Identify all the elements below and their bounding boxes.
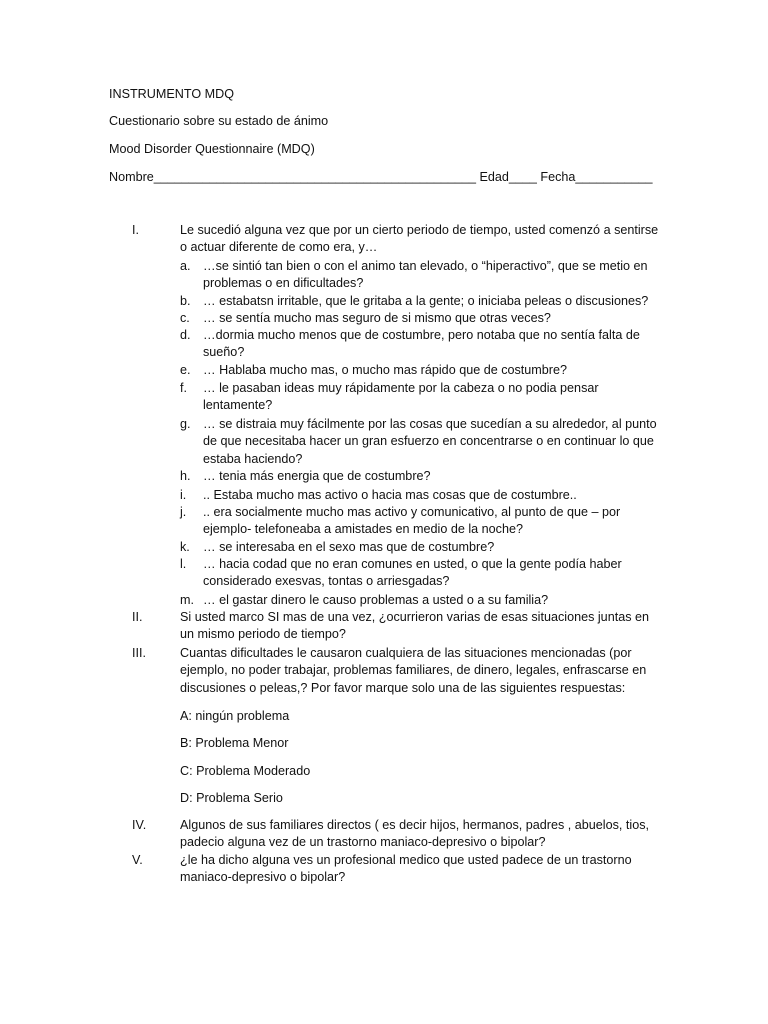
question-number: V. (132, 853, 143, 867)
question-number: IV. (132, 818, 147, 832)
item-text: … tenia más energia que de costumbre? (203, 469, 431, 483)
item-letter: g. (180, 417, 191, 431)
item-letter: m. (180, 593, 194, 607)
name-age-date-fields: Nombre______________________________________________ Edad____ Fecha___________ (109, 170, 653, 184)
item-letter: a. (180, 259, 191, 273)
item-text: …dormia mucho menos que de costumbre, pero notaba que no sentía falta de sueño? (203, 328, 640, 360)
item-letter: i. (180, 488, 187, 502)
question-text: Le sucedió alguna vez que por un cierto periodo de tiempo, usted comenzó a sentirse o actuar diferente de como era, y… (180, 223, 659, 255)
item-text: … hacia codad que no eran comunes en usted, o que la gente podía haber considerado exesvas, tontas o arriesgadas? (203, 557, 622, 589)
item-letter: k. (180, 540, 190, 554)
answer-option: A: ningún problema (180, 709, 290, 723)
item-letter: j. (180, 505, 187, 519)
question-text: Si usted marco SI mas de una vez, ¿ocurrieron varias de esas situaciones juntas en un mismo periodo de tiempo? (180, 610, 650, 642)
question-number: II. (132, 610, 143, 624)
question-text: Cuantas dificultades le causaron cualquiera de las situaciones mencionadas (por ejemplo, no poder trabajar, problemas familiares, de dinero, legales, enfrascarse en discusiones o peleas,? Por favor marque solo una de las siguientes respuestas: (180, 646, 647, 695)
item-text: … se interesaba en el sexo mas que de costumbre? (203, 540, 495, 554)
item-letter: c. (180, 311, 190, 325)
item-text: .. Estaba mucho mas activo o hacia mas cosas que de costumbre.. (203, 488, 577, 502)
document-title: INSTRUMENTO MDQ (109, 87, 235, 101)
item-text: … se sentía mucho mas seguro de si mismo que otras veces? (203, 311, 551, 325)
subtitle-spanish: Cuestionario sobre su estado de ánimo (109, 114, 329, 128)
item-letter: f. (180, 381, 187, 395)
item-letter: e. (180, 363, 191, 377)
item-letter: d. (180, 328, 191, 342)
item-letter: h. (180, 469, 191, 483)
answer-option: B: Problema Menor (180, 736, 289, 750)
question-text: Algunos de sus familiares directos ( es decir hijos, hermanos, padres , abuelos, tios, padecio alguna vez de un trastorno maniaco-depresivo o bipolar? (180, 818, 649, 850)
item-letter: l. (180, 557, 187, 571)
item-text: … estabatsn irritable, que le gritaba a la gente; o iniciaba peleas o discusiones? (203, 294, 649, 308)
subtitle-english: Mood Disorder Questionnaire (MDQ) (109, 142, 315, 156)
item-letter: b. (180, 294, 191, 308)
item-text: … le pasaban ideas muy rápidamente por la cabeza o no podia pensar lentamente? (203, 381, 599, 413)
question-number: III. (132, 646, 146, 660)
answer-option: C: Problema Moderado (180, 764, 311, 778)
item-text: … el gastar dinero le causo problemas a usted o a su familia? (203, 593, 549, 607)
question-text: ¿le ha dicho alguna ves un profesional medico que usted padece de un trastorno maniaco-depresivo o bipolar? (180, 853, 632, 885)
item-text: … Hablaba mucho mas, o mucho mas rápido que de costumbre? (203, 363, 568, 377)
item-text: …se sintió tan bien o con el animo tan elevado, o “hiperactivo”, que se metio en problemas o en dificultades? (203, 259, 648, 291)
item-text: … se distraia muy fácilmente por las cosas que sucedían a su alrededor, al punto de que necesitaba hacer un gran esfuerzo en concentrarse o en continuar lo que estaba haciendo? (203, 417, 657, 466)
item-text: .. era socialmente mucho mas activo y comunicativo, al punto de que – por ejemplo- telefoneaba a amistades en medio de la noche? (203, 505, 621, 537)
question-number: I. (132, 223, 139, 237)
answer-option: D: Problema Serio (180, 791, 283, 805)
